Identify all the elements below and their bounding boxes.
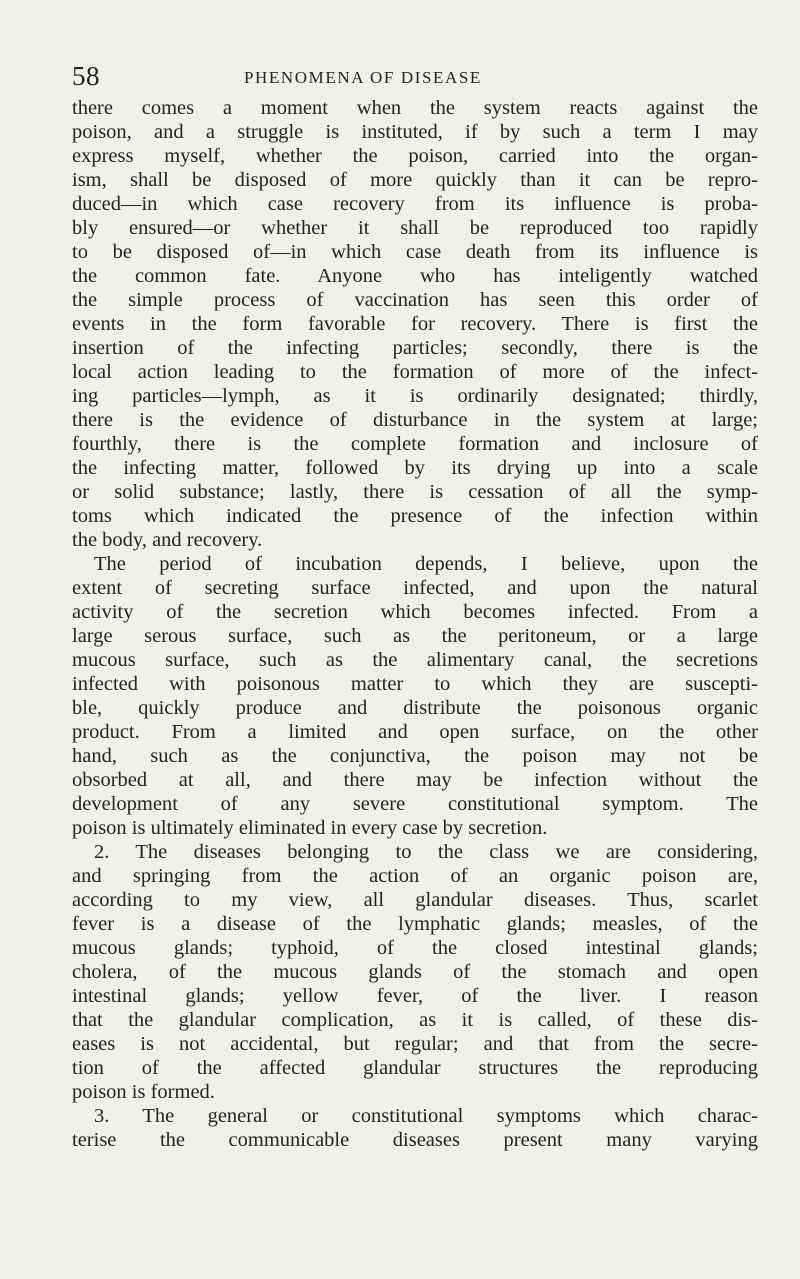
text-line: insertion of the infecting particles; secondly, there is the — [72, 337, 758, 359]
text-line: ism, shall be disposed of more quickly than it can be repro- — [72, 169, 758, 191]
text-line: extent of secreting surface infected, and upon the natural — [72, 577, 758, 599]
text-line: that the glandular complication, as it is called, of these dis- — [72, 1009, 758, 1031]
text-line: tion of the affected glandular structures the reproducing — [72, 1057, 758, 1079]
text-line: ing particles—lymph, as it is ordinarily designated; thirdly, — [72, 385, 758, 407]
text-line: activity of the secretion which becomes infected. From a — [72, 601, 758, 623]
text-line: 2. The diseases belonging to the class we are considering, — [94, 841, 758, 863]
body-text — [72, 96, 758, 1152]
text-line: intestinal glands; yellow fever, of the liver. I reason — [72, 985, 758, 1007]
text-line: 3. The general or constitutional symptoms which charac- — [94, 1105, 758, 1127]
text-line: poison is formed. — [72, 1081, 215, 1103]
text-line: poison is ultimately eliminated in every case by secretion. — [72, 817, 548, 839]
page-number: 58 — [72, 61, 100, 91]
running-head — [72, 62, 752, 90]
text-line: mucous glands; typhoid, of the closed intestinal glands; — [72, 937, 758, 959]
text-line: the simple process of vaccination has seen this order of — [72, 289, 758, 311]
text-line: and springing from the action of an organic poison are, — [72, 865, 758, 887]
text-line: infected with poisonous matter to which they are suscepti- — [72, 673, 758, 695]
text-line: express myself, whether the poison, carried into the organ- — [72, 145, 758, 167]
text-line: or solid substance; lastly, there is cessation of all the symp- — [72, 481, 758, 503]
text-line: the body, and recovery. — [72, 529, 263, 551]
text-line: there comes a moment when the system reacts against the — [72, 97, 758, 119]
text-line: terise the communicable diseases present many varying — [72, 1129, 758, 1151]
text-line: eases is not accidental, but regular; and that from the secre- — [72, 1033, 758, 1055]
text-line: mucous surface, such as the alimentary canal, the secretions — [72, 649, 758, 671]
text-line: obsorbed at all, and there may be infection without the — [72, 769, 758, 791]
text-line: events in the form favorable for recovery. There is first the — [72, 313, 758, 335]
text-line: there is the evidence of disturbance in the system at large; — [72, 409, 758, 431]
text-line: the common fate. Anyone who has inteligently watched — [72, 265, 758, 287]
text-line: fourthly, there is the complete formation and inclosure of — [72, 433, 758, 455]
text-line: the infecting matter, followed by its drying up into a scale — [72, 457, 758, 479]
text-line: product. From a limited and open surface, on the other — [72, 721, 758, 743]
text-line: fever is a disease of the lymphatic glands; measles, of the — [72, 913, 758, 935]
text-line: duced—in which case recovery from its influence is proba- — [72, 193, 758, 215]
text-line: bly ensured—or whether it shall be reproduced too rapidly — [72, 217, 758, 239]
text-line: ble, quickly produce and distribute the poisonous organic — [72, 697, 758, 719]
text-line: to be disposed of—in which case death from its influence is — [72, 241, 758, 263]
text-line: cholera, of the mucous glands of the stomach and open — [72, 961, 758, 983]
text-line: development of any severe constitutional symptom. The — [72, 793, 758, 815]
text-line: large serous surface, such as the peritoneum, or a large — [72, 625, 758, 647]
text-line: poison, and a struggle is instituted, if by such a term I may — [72, 121, 758, 143]
text-line: toms which indicated the presence of the infection within — [72, 505, 758, 527]
running-head-title: PHENOMENA OF DISEASE — [244, 68, 482, 87]
text-line: hand, such as the conjunctiva, the poison may not be — [72, 745, 758, 767]
text-line: according to my view, all glandular diseases. Thus, scarlet — [72, 889, 758, 911]
text-line: The period of incubation depends, I believe, upon the — [94, 553, 758, 575]
text-line: local action leading to the formation of more of the infect- — [72, 361, 758, 383]
